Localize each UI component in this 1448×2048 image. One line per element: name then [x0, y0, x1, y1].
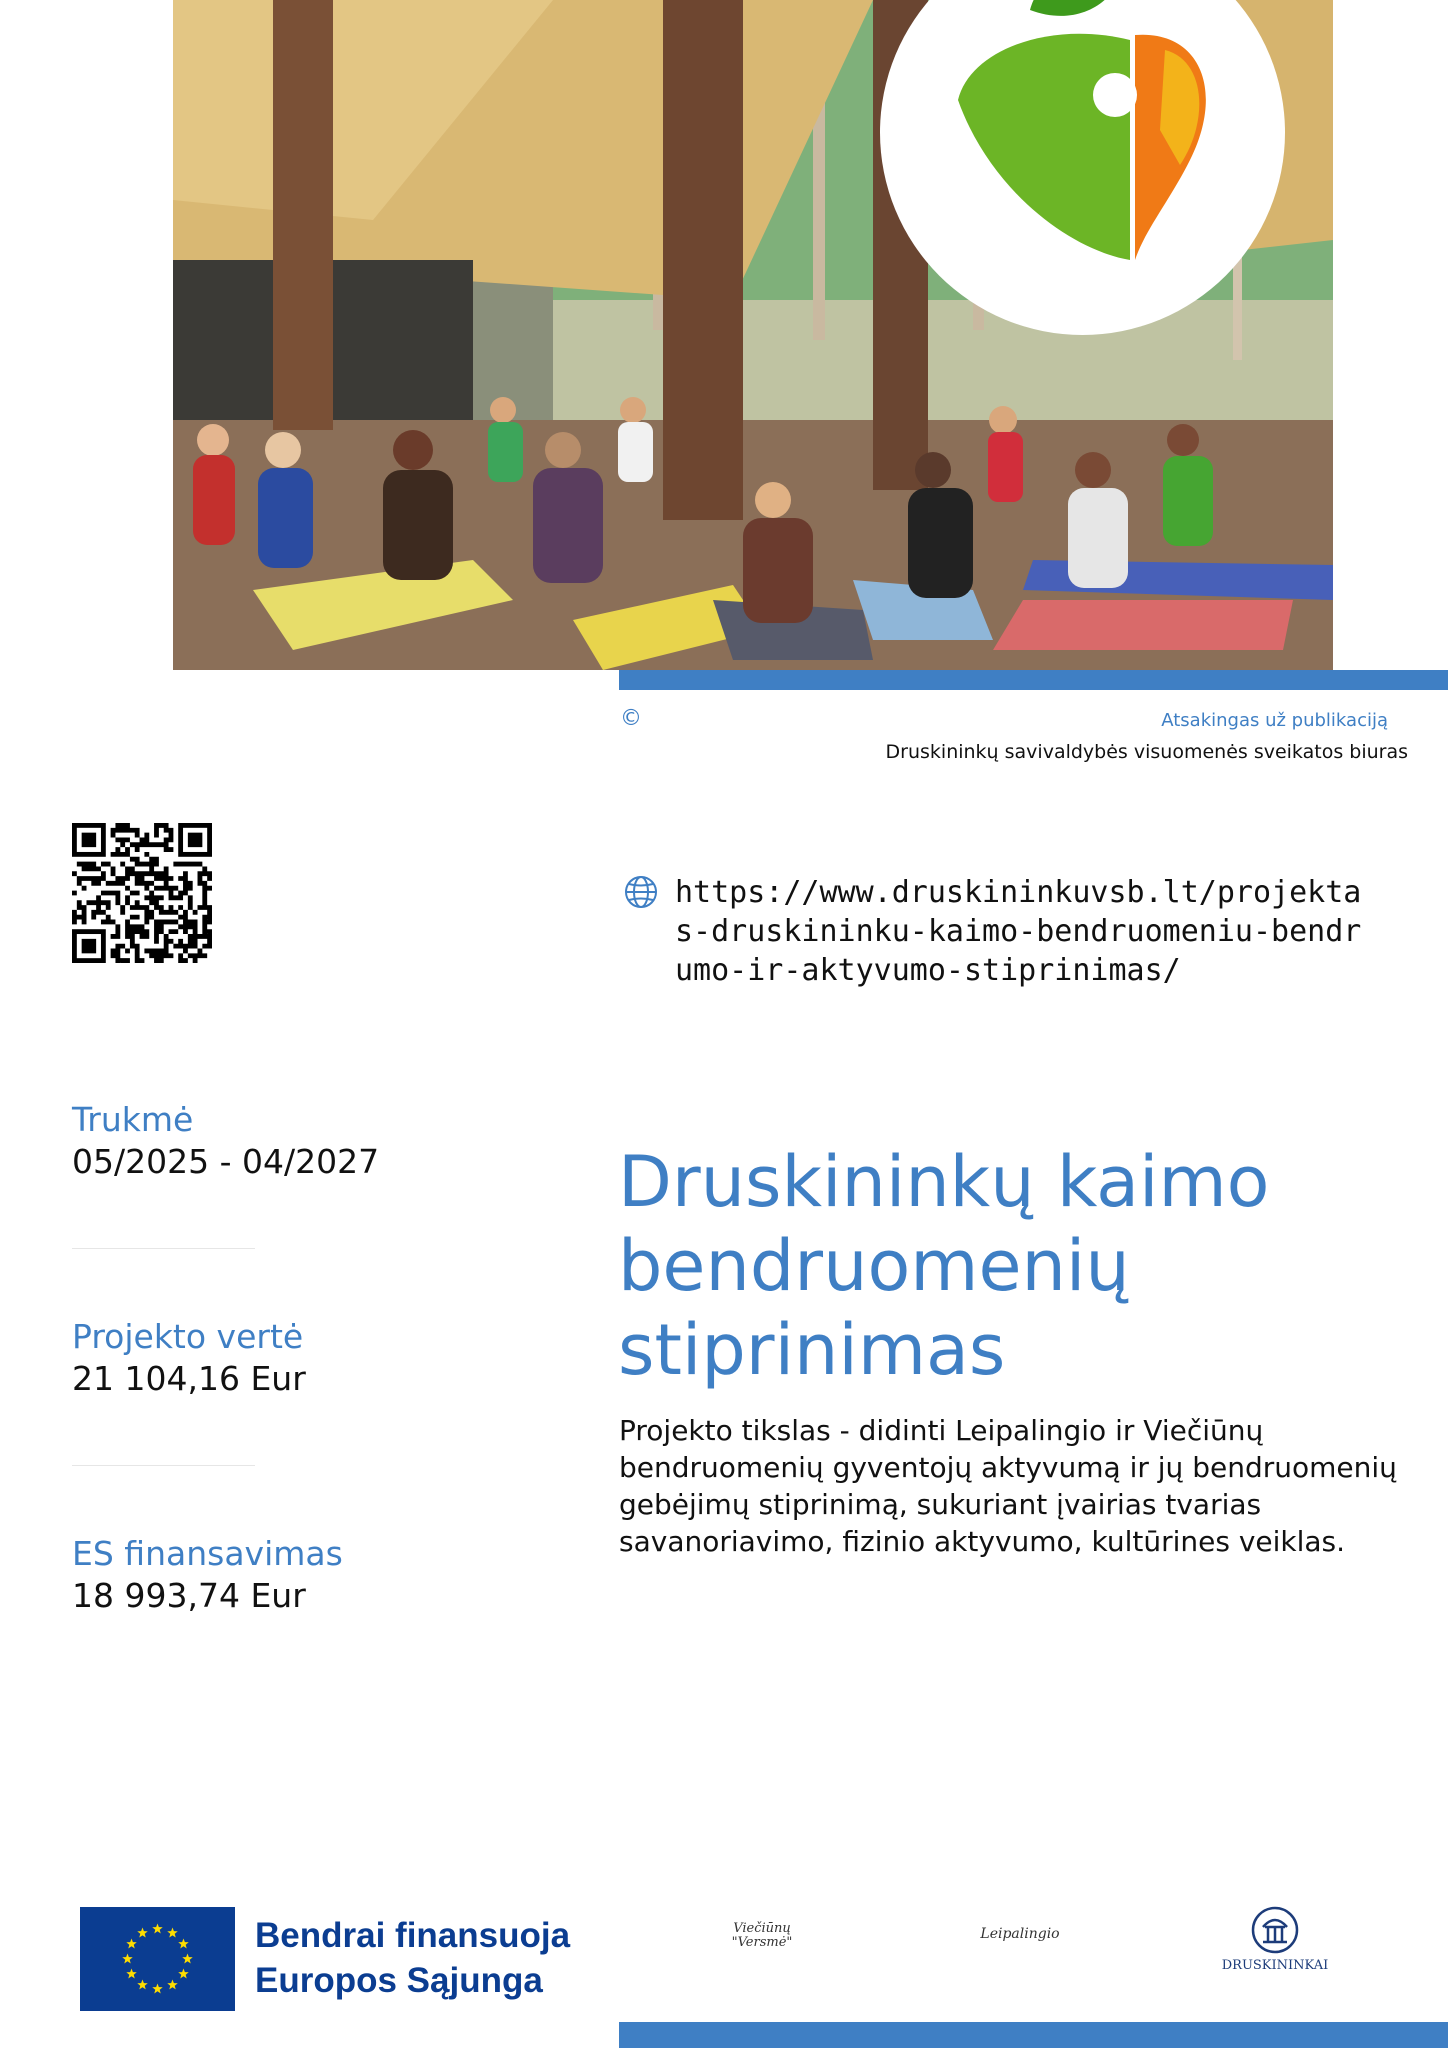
- duration-label: Trukmė: [72, 1100, 194, 1139]
- partner-logo-druskininkai: DRUSKININKAI: [1221, 1958, 1329, 1973]
- fact-divider: [72, 1248, 255, 1249]
- project-description: Projekto tikslas - didinti Leipalingio ir Viečiūnų bendruomenių gyventojų aktyvumą ir jų bendruomenių gebėjimų stiprinimą, sukuriant įvairias tvarias savanoriavimo, fizinio aktyvumo, kultūrines veiklas.: [619, 1414, 1397, 1558]
- eu-cofunded-text: [255, 1913, 570, 2003]
- eu-flag-icon: [80, 1907, 235, 2011]
- publisher-label: Atsakingas už publikaciją: [1161, 710, 1388, 731]
- partner-logo-vieciunai: Viečiūnų "Versmė": [731, 1921, 793, 1950]
- qr-code[interactable]: [72, 823, 212, 963]
- eu-line-1: Bendrai finansuoja: [255, 1916, 571, 1955]
- druskininkai-emblem-icon: [1250, 1905, 1300, 1955]
- eu-funding-value: 18 993,74 Eur: [72, 1576, 306, 1615]
- globe-icon: [624, 875, 658, 909]
- copyright-symbol: ©: [620, 706, 642, 731]
- project-title: Druskininkų kaimo bendruomenių stiprinimas: [618, 1141, 1270, 1391]
- project-value: 21 104,16 Eur: [72, 1359, 306, 1398]
- accent-bar-bottom: [619, 2022, 1448, 2048]
- eu-line-2: Europos Sąjunga: [255, 1961, 543, 2000]
- accent-bar-top: [619, 670, 1448, 690]
- partner-logo-leipalingis: Leipalingio: [980, 1926, 1060, 1942]
- fact-divider: [72, 1465, 255, 1466]
- project-value-label: Projekto vertė: [72, 1317, 304, 1356]
- eu-funding-label: ES finansavimas: [72, 1534, 343, 1573]
- duration-value: 05/2025 - 04/2027: [72, 1142, 380, 1181]
- publisher-name: Druskininkų savivaldybės visuomenės sveikatos biuras: [885, 741, 1408, 763]
- project-url-link[interactable]: https://www.druskininkuvsb.lt/projektas-druskininku-kaimo-bendruomeniu-bendrumo-ir-aktyvumo-stiprinimas/: [675, 875, 1362, 988]
- health-bureau-logo: [880, 0, 1285, 335]
